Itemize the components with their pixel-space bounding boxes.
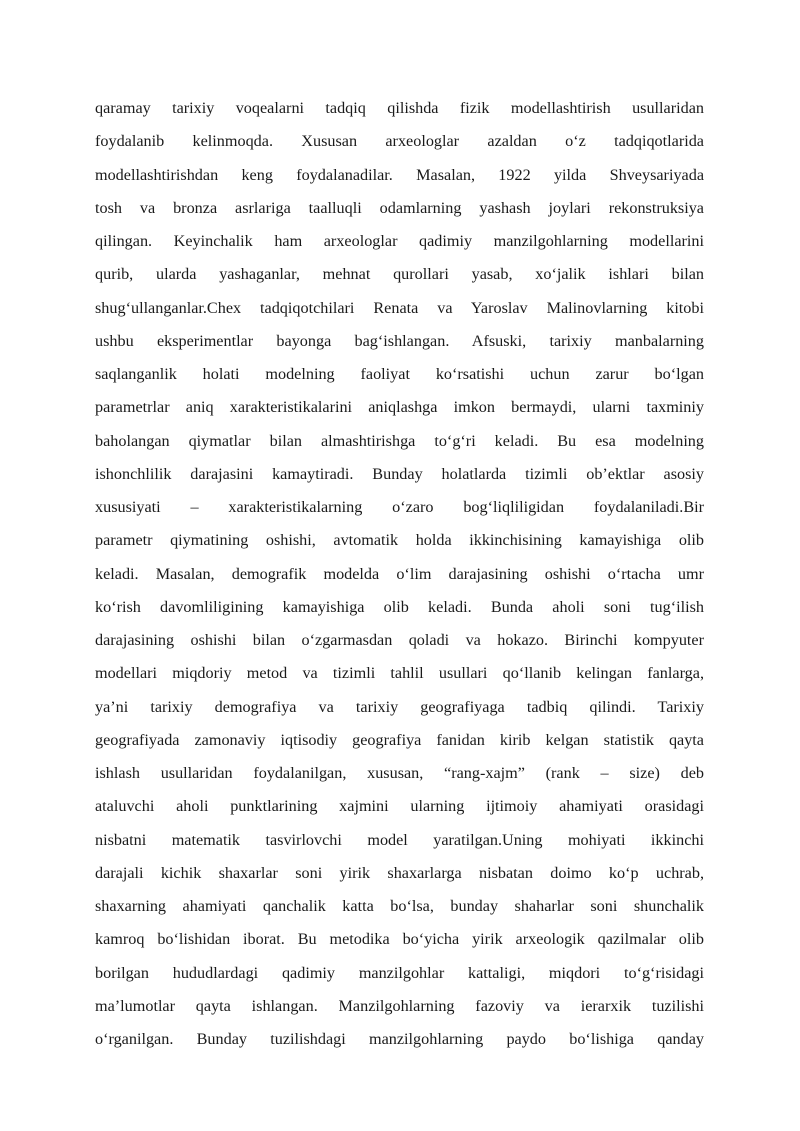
text-line: modellari miqdoriy metod va tizimli tahlil usullari qo‘llanib kelingan fanlarga, bbox=[95, 664, 704, 683]
text-line: nisbatni matematik tasvirlovchi model yaratilgan.Uning mohiyati ikkinchi bbox=[95, 830, 704, 849]
text-line: borilgan hududlardagi qadimiy manzilgohlar kattaligi, miqdori to‘g‘risidagi bbox=[95, 963, 704, 982]
text-line: tosh va bronza asrlariga taalluqli odamlarning yashash joylari rekonstruksiya bbox=[95, 198, 704, 217]
text-line: foydalanib kelinmoqda. Xususan arxeologlar azaldan o‘z tadqiqotlarida bbox=[95, 132, 704, 151]
text-line: shug‘ullanganlar.Chex tadqiqotchilari Renata va Yaroslav Malinovlarning kitobi bbox=[95, 298, 704, 317]
text-line: saqlanganlik holati modelning faoliyat ko‘rsatishi uchun zarur bo‘lgan bbox=[95, 365, 704, 383]
text-line: ishlash usullaridan foydalanilgan, xususan, “rang-xajm” (rank – size) deb bbox=[95, 764, 704, 782]
text-line: ataluvchi aholi punktlarining xajmini ularning ijtimoiy ahamiyati orasidagi bbox=[95, 797, 704, 816]
text-line: geografiyada zamonaviy iqtisodiy geografiya fanidan kirib kelgan statistik qayta bbox=[95, 730, 704, 749]
text-line: o‘rganilgan. Bunday tuzilishdagi manzilgohlarning paydo bo‘lishiga qanday bbox=[95, 1030, 704, 1048]
text-line: keladi. Masalan, demografik modelda o‘lim darajasining oshishi o‘rtacha umr bbox=[95, 564, 704, 583]
text-line: qilingan. Keyinchalik ham arxeologlar qadimiy manzilgohlarning modellarini bbox=[95, 232, 704, 250]
text-line: ko‘rish davomliligining kamayishiga olib keladi. Bunda aholi soni tug‘ilish bbox=[95, 597, 704, 616]
text-line: parametrlar aniq xarakteristikalarini aniqlashga imkon bermaydi, ularni taxminiy bbox=[95, 398, 704, 417]
text-line: shaxarning ahamiyati qanchalik katta bo‘lsa, bunday shaharlar soni shunchalik bbox=[95, 897, 704, 915]
text-line: qaramay tarixiy voqealarni tadqiq qilishda fizik modellashtirish usullaridan bbox=[95, 99, 704, 117]
text-line: ishonchlilik darajasini kamaytiradi. Bunday holatlarda tizimli ob’ektlar asosiy bbox=[95, 464, 704, 483]
document-page bbox=[95, 92, 704, 1056]
text-line: darajali kichik shaxarlar soni yirik shaxarlarga nisbatan doimo ko‘p uchrab, bbox=[95, 863, 704, 882]
body-paragraph bbox=[95, 92, 704, 1056]
text-line: ushbu eksperimentlar bayonga bag‘ishlangan. Afsuski, tarixiy manbalarning bbox=[95, 331, 704, 350]
text-line: parametr qiymatining oshishi, avtomatik holda ikkinchisining kamayishiga olib bbox=[95, 531, 704, 550]
text-line: qurib, ularda yashaganlar, mehnat qurollari yasab, xo‘jalik ishlari bilan bbox=[95, 265, 704, 284]
text-line: ya’ni tarixiy demografiya va tarixiy geografiyaga tadbiq qilindi. Tarixiy bbox=[95, 697, 704, 716]
text-line: modellashtirishdan keng foydalanadilar. Masalan, 1922 yilda Shveysariyada bbox=[95, 165, 704, 184]
text-line: xususiyati – xarakteristikalarning o‘zaro bog‘liqliligidan foydalaniladi.Bir bbox=[95, 498, 704, 516]
text-line: kamroq bo‘lishidan iborat. Bu metodika bo‘yicha yirik arxeologik qazilmalar olib bbox=[95, 930, 704, 949]
text-line: darajasining oshishi bilan o‘zgarmasdan qoladi va hokazo. Birinchi kompyuter bbox=[95, 631, 704, 649]
text-line: baholangan qiymatlar bilan almashtirishga to‘g‘ri keladi. Bu esa modelning bbox=[95, 431, 704, 450]
text-line: ma’lumotlar qayta ishlangan. Manzilgohlarning fazoviy va ierarxik tuzilishi bbox=[95, 996, 704, 1015]
